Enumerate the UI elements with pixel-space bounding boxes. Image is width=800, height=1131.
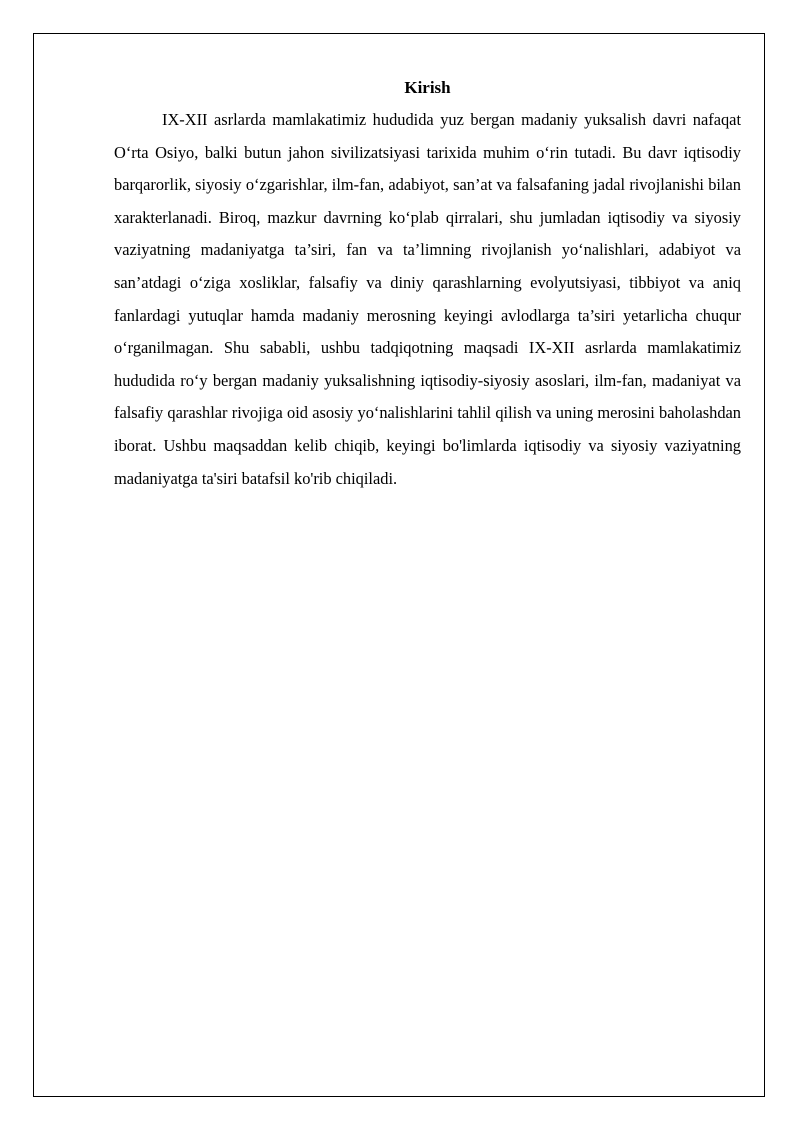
document-title: Kirish — [404, 78, 451, 97]
document-content — [114, 72, 741, 495]
body-paragraph: IX-XII asrlarda mamlakatimiz hududida yuz bergan madaniy yuksalish davri nafaqat O‘rta Osiyo, balki butun jahon sivilizatsiyasi tarixida muhim o‘rin tutadi. Bu davr iqtisodiy barqarorlik, siyosiy o‘zgarishlar, ilm-fan, adabiyot, san’at va falsafaning jadal rivojlanishi bilan xarakterlanadi. Biroq, mazkur davrning ko‘plab qirralari, shu jumladan iqtisodiy va siyosiy vaziyatning madaniyatga ta’siri, fan va ta’limning rivojlanish yo‘nalishlari, adabiyot va san’atdagi o‘ziga xosliklar, falsafiy va diniy qarashlarning evolyutsiyasi, tibbiyot va aniq fanlardagi yutuqlar hamda madaniy merosning keyingi avlodlarga ta’siri yetarlicha chuqur o‘rganilmagan. Shu sababli, ushbu tadqiqotning maqsadi IX-XII asrlarda mamlakatimiz hududida ro‘y bergan madaniy yuksalishning iqtisodiy-siyosiy asoslari, ilm-fan, madaniyat va falsafiy qarashlar rivojiga oid asosiy yo‘nalishlarini tahlil qilish va uning merosini baholashdan iborat. Ushbu maqsaddan kelib chiqib, keyingi bo'limlarda iqtisodiy va siyosiy vaziyatning madaniyatga ta'siri batafsil ko'rib chiqiladi. — [114, 110, 741, 488]
